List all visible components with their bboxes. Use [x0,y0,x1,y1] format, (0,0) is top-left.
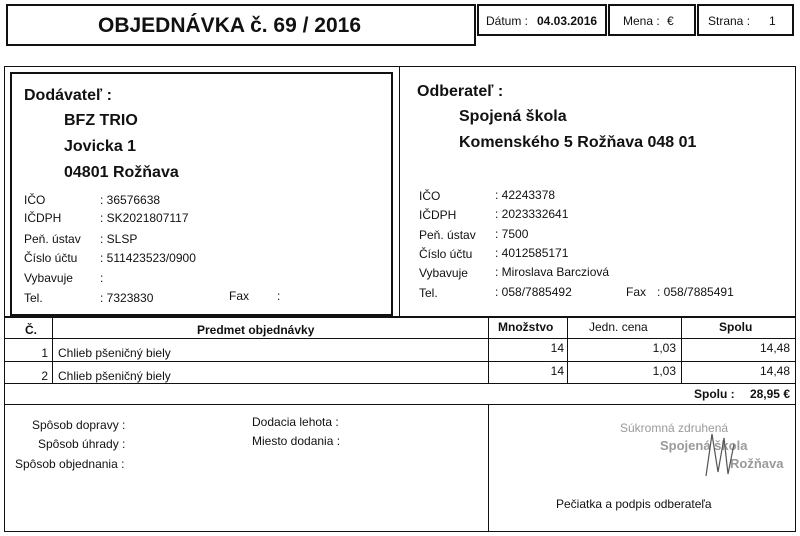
customer-fax-value: : 058/7885491 [657,285,734,299]
date-label: Dátum : [486,14,529,28]
delivery-term-label: Dodacia lehota : [252,415,339,429]
delivery-place-label: Miesto dodania : [252,434,341,448]
date-value: 04.03.2016 [537,14,598,28]
row-unit: 1,03 [652,341,676,355]
page-value: 1 [769,14,776,28]
supplier-field-value: : SLSP [100,232,138,246]
customer-address: Komenského 5 Rožňava 048 01 [459,134,697,151]
customer-field-label: IČDPH [419,208,457,222]
customer-heading: Odberateľ : [417,83,504,100]
currency-label: Mena : [623,14,660,28]
customer-field-value: : 058/7885492 [495,285,572,299]
customer-name: Spojená škola [459,108,567,125]
signature-icon [698,424,748,484]
supplier-field-label: Vybavuje [24,271,73,285]
document-title: OBJEDNÁVKA č. 69 / 2016 [98,14,362,37]
customer-fax-label: Fax [626,285,647,299]
customer-field-value: : 7500 [495,227,529,241]
stamp-line: Súkromná zdruhená [620,421,729,435]
col-qty-header: Množstvo [498,320,554,334]
transport-label: Spôsob dopravy : [32,418,126,432]
customer-field-value: : Miroslava Barcziová [495,265,610,279]
stamp-line: Spojená škola [660,438,748,453]
row-no: 2 [41,369,48,383]
supplier-field-value: : 36576638 [100,193,161,207]
signature-caption: Pečiatka a podpis odberateľa [556,497,712,511]
sum-value: 28,95 € [749,387,790,401]
customer-field-value: : 2023332641 [495,207,569,221]
col-total-header: Spolu [719,320,753,334]
row-total: 14,48 [759,341,790,355]
currency-box [608,4,696,36]
row-unit: 1,03 [652,364,676,378]
supplier-field-value: : 7323830 [100,291,154,305]
sum-label: Spolu : [694,387,735,401]
row-total: 14,48 [759,364,790,378]
supplier-heading: Dodávateľ : [24,87,112,104]
row-qty: 14 [550,341,564,355]
supplier-field-label: IČO [24,193,46,207]
row-qty: 14 [550,364,564,378]
payment-label: Spôsob úhrady : [38,437,126,451]
currency-value: € [667,14,674,28]
title-box [6,4,476,46]
customer-field-label: Tel. [419,286,438,300]
row-no: 1 [41,346,48,360]
row-item: Chlieb pšeničný biely [58,369,171,383]
supplier-field-label: Peň. ústav [24,232,81,246]
page-label: Strana : [708,14,751,28]
customer-field-label: Peň. ústav [419,228,476,242]
supplier-field-label: Číslo účtu [24,251,78,265]
customer-field-value: : 4012585171 [495,246,569,260]
col-no-header: Č. [25,323,37,337]
supplier-field-label: Tel. [24,291,43,305]
order-method-label: Spôsob objednania : [15,457,125,471]
page-box [697,4,794,36]
col-unit-header: Jedn. cena [589,320,648,334]
supplier-fax-label: Fax [229,289,250,303]
customer-field-label: Vybavuje [419,266,468,280]
customer-field-value: : 42243378 [495,188,556,202]
supplier-field-value: : [100,271,104,285]
customer-field-label: IČO [419,189,441,203]
col-item-header: Predmet objednávky [197,323,315,337]
supplier-city: 04801 Rožňava [64,164,179,181]
supplier-field-value: : 511423523/0900 [100,251,196,265]
date-box [477,4,607,36]
supplier-street: Jovicka 1 [64,138,137,155]
supplier-fax-value: : [277,289,281,303]
supplier-name: BFZ TRIO [64,112,138,129]
row-item: Chlieb pšeničný biely [58,346,171,360]
supplier-field-label: IČDPH [24,211,62,225]
stamp-line: Rožňava [730,456,784,471]
customer-field-label: Číslo účtu [419,247,473,261]
supplier-field-value: : SK2021807117 [100,211,189,225]
